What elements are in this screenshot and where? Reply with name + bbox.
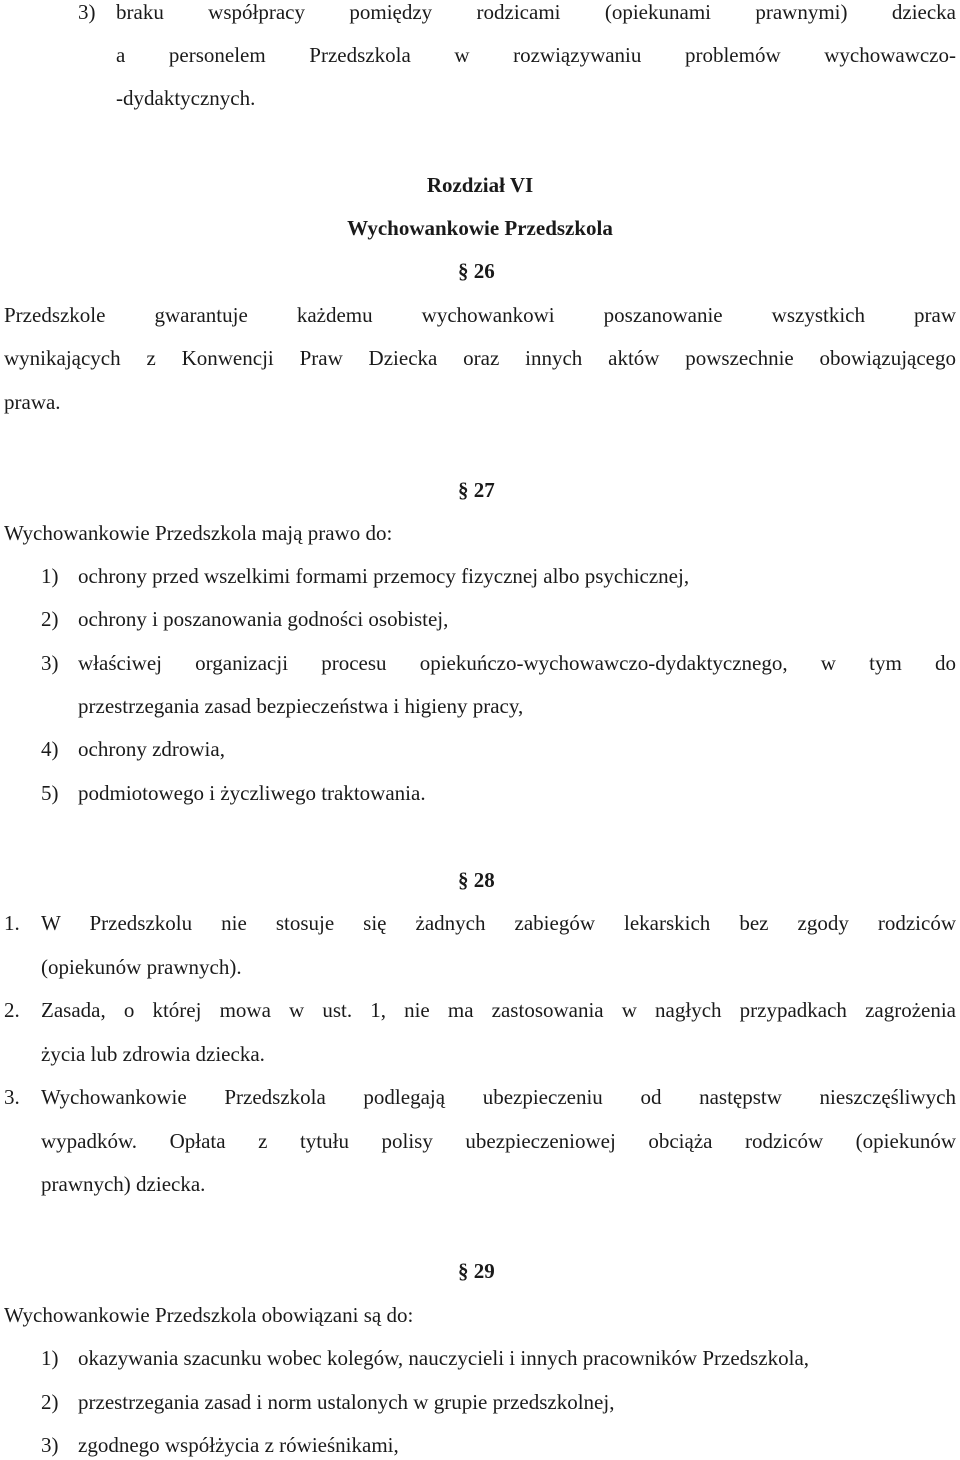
list-item-number: 3) bbox=[41, 651, 59, 675]
list-item-text-line: -dydaktycznych. bbox=[116, 86, 256, 110]
section-mark-29: § 29 bbox=[458, 1259, 495, 1283]
list-item-number: 2) bbox=[41, 607, 59, 631]
paragraph-line: wynikających z Konwencji Praw Dziecka oraz innych aktów powszechnie obowiązującego bbox=[4, 346, 956, 370]
list-item-number: 1. bbox=[4, 911, 20, 935]
list-item-number: 1) bbox=[41, 1346, 59, 1370]
list-item-text: właściwej organizacji procesu opiekuńczo-wychowawczo-dydaktycznego, w tym do bbox=[78, 651, 956, 675]
list-item-text-line: a personelem Przedszkola w rozwiązywaniu problemów wychowawczo- bbox=[116, 43, 956, 67]
list-item-text: ochrony zdrowia, bbox=[78, 737, 225, 761]
paragraph-line: prawa. bbox=[4, 390, 61, 414]
list-item-text-line: życia lub zdrowia dziecka. bbox=[41, 1042, 265, 1066]
list-item-text-line: prawnych) dziecka. bbox=[41, 1172, 206, 1196]
list-item-text-line: braku współpracy pomiędzy rodzicami (opiekunami prawnymi) dziecka bbox=[116, 0, 956, 24]
section-intro: Wychowankowie Przedszkola obowiązani są do: bbox=[4, 1303, 414, 1327]
list-item-number: 3) bbox=[78, 0, 96, 24]
section-mark-28: § 28 bbox=[458, 868, 495, 892]
list-item-text: ochrony i poszanowania godności osobistej, bbox=[78, 607, 449, 631]
list-item-number: 3) bbox=[41, 1433, 59, 1457]
list-item-text: okazywania szacunku wobec kolegów, nauczycieli i innych pracowników Przedszkola, bbox=[78, 1346, 810, 1370]
section-mark-26: § 26 bbox=[458, 259, 495, 283]
list-item-number: 1) bbox=[41, 564, 59, 588]
list-item-number: 2. bbox=[4, 998, 20, 1022]
list-item-text-line: (opiekunów prawnych). bbox=[41, 955, 242, 979]
list-item-text-line: Zasada, o której mowa w ust. 1, nie ma zastosowania w nagłych przypadkach zagrożenia bbox=[41, 998, 956, 1022]
list-item-text-line: Wychowankowie Przedszkola podlegają ubezpieczeniu od następstw nieszczęśliwych bbox=[41, 1085, 956, 1109]
list-item-text-line: W Przedszkolu nie stosuje się żadnych zabiegów lekarskich bez zgody rodziców bbox=[41, 911, 956, 935]
list-item-text: zgodnego współżycia z rówieśnikami, bbox=[78, 1433, 399, 1457]
list-item-text-continued: przestrzegania zasad bezpieczeństwa i higieny pracy, bbox=[78, 694, 524, 718]
list-item-text: przestrzegania zasad i norm ustalonych w grupie przedszkolnej, bbox=[78, 1390, 615, 1414]
chapter-title: Rozdział VI bbox=[426, 173, 534, 197]
list-item-number: 5) bbox=[41, 781, 59, 805]
list-item-number: 3. bbox=[4, 1085, 20, 1109]
list-item-number: 2) bbox=[41, 1390, 59, 1414]
list-item-text-line: wypadków. Opłata z tytułu polisy ubezpieczeniowej obciąża rodziców (opiekunów bbox=[41, 1129, 956, 1153]
list-item-text: ochrony przed wszelkimi formami przemocy fizycznej albo psychicznej, bbox=[78, 564, 690, 588]
section-mark-27: § 27 bbox=[458, 478, 495, 502]
list-item-number: 4) bbox=[41, 737, 59, 761]
list-item-text: podmiotowego i życzliwego traktowania. bbox=[78, 781, 426, 805]
section-intro: Wychowankowie Przedszkola mają prawo do: bbox=[4, 521, 393, 545]
paragraph-line: Przedszkole gwarantuje każdemu wychowankowi poszanowanie wszystkich praw bbox=[4, 303, 956, 327]
chapter-subtitle: Wychowankowie Przedszkola bbox=[347, 216, 613, 240]
